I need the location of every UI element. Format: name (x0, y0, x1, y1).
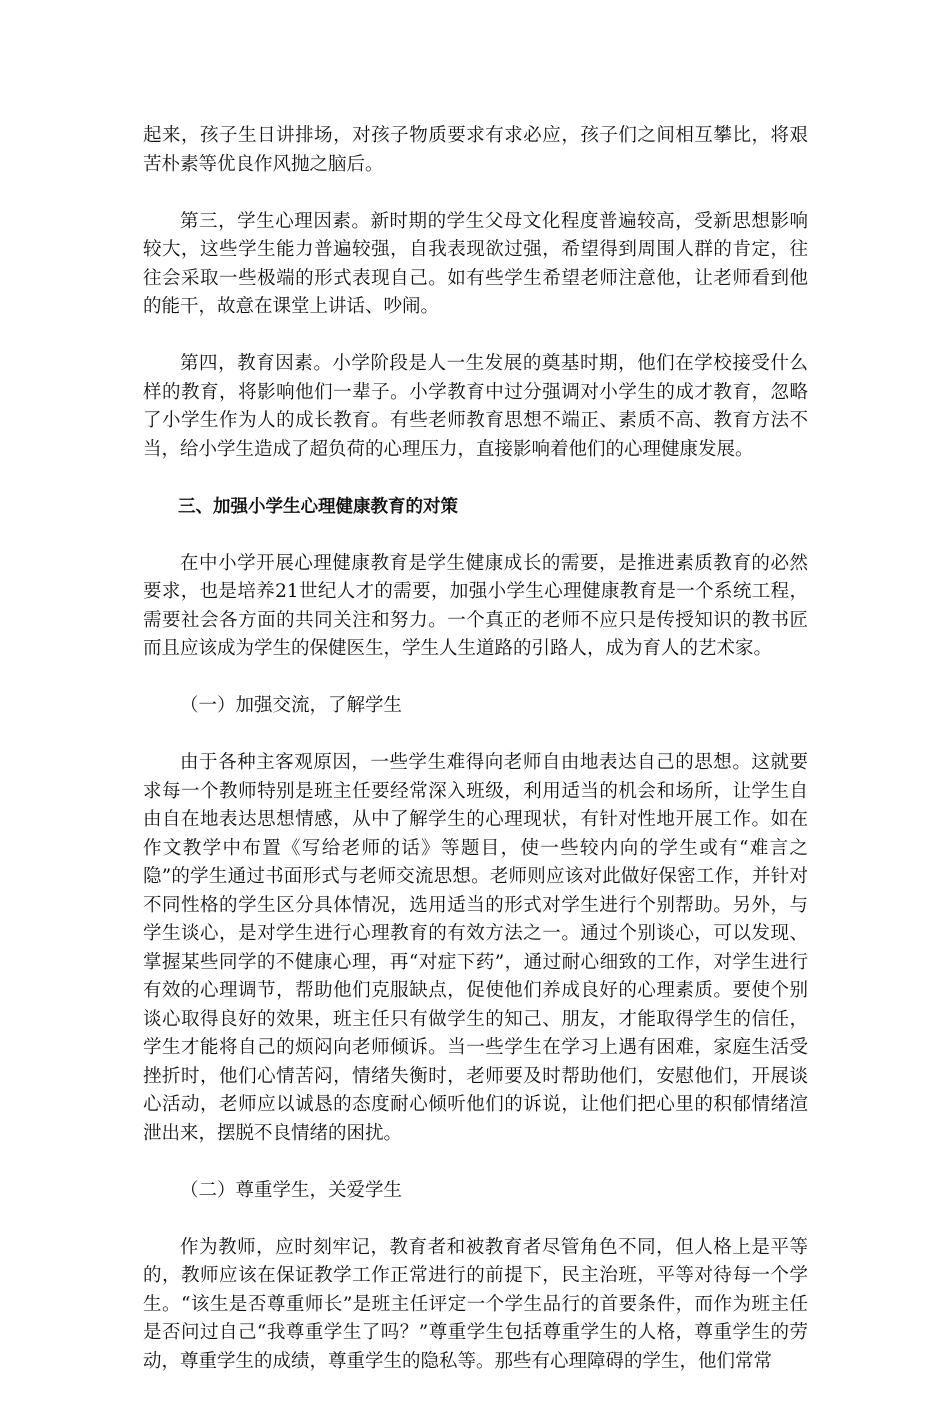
subheading-communication: （一）加强交流，了解学生 (180, 695, 403, 716)
paragraph-intro-countermeasures: 在中小学开展心理健康教育是学生健康成长的需要，是推进素质教育的必然要求，也是培养21世纪人才的需要，加强小学生心理健康教育是一个系统工程，需要社会各方面的共同关注和努力。一个真正的老师不应只是传授知识的教书匠而且应该成为学生的保健医生，学生人生道路的引路人，成为育人的艺术家。 (143, 552, 808, 659)
paragraph-continuation: 起来，孩子生日讲排场，对孩子物质要求有求必应，孩子们之间相互攀比，将艰苦朴素等优良作风抛之脑后。 (143, 125, 808, 175)
paragraph-psychological-factor: 第三，学生心理因素。新时期的学生父母文化程度普遍较高，受新思想影响较大，这些学生能力普遍较强，自我表现欲过强，希望得到周围人群的肯定，往往会采取一些极端的形式表现自己。如有些学生希望老师注意他，让老师看到他的能干，故意在课堂上讲话、吵闹。 (143, 210, 808, 317)
paragraph-respect: 作为教师，应时刻牢记，教育者和被教育者尽管角色不同，但人格上是平等的，教师应该在保证教学工作正常进行的前提下，民主治班，平等对待每一个学生。“该生是否尊重师长”是班主任评定一个学生品行的首要条件，而作为班主任是否问过自己“我尊重学生了吗？”尊重学生包括尊重学生的人格，尊重学生的劳动，尊重学生的成绩，尊重学生的隐私等。那些有心理障碍的学生，他们常常 (143, 1236, 808, 1372)
paragraph-education-factor: 第四，教育因素。小学阶段是人一生发展的奠基时期，他们在学校接受什么样的教育，将影响他们一辈子。小学教育中过分强调对小学生的成才教育，忽略了小学生作为人的成长教育。有些老师教育思想不端正、素质不高、教育方法不当，给小学生造成了超负荷的心理压力，直接影响着他们的心理健康发展。 (143, 353, 808, 460)
paragraph-communication: 由于各种主客观原因，一些学生难得向老师自由地表达自己的思想。这就要求每一个教师特别是班主任要经常深入班级，利用适当的机会和场所，让学生自由自在地表达思想情感，从中了解学生的心理现状，有针对性地开展工作。如在作文教学中布置《写给老师的话》等题目，使一些较内向的学生或有“难言之隐”的学生通过书面形式与老师交流思想。老师则应该对此做好保密工作，并针对不同性格的学生区分具体情况，选用适当的形式对学生进行个别帮助。另外，与学生谈心，是对学生进行心理教育的有效方法之一。通过个别谈心，可以发现、掌握某些同学的不健康心理，再“对症下药”，通过耐心细致的工作，对学生进行有效的心理调节，帮助他们克服缺点，促使他们养成良好的心理素质。要使个别谈心取得良好的效果，班主任只有做学生的知己、朋友，才能取得学生的信任，学生才能将自己的烦闷向老师倾诉。当一些学生在学习上遇有困难，家庭生活受挫折时，他们心情苦闷，情绪失衡时，老师要及时帮助他们，安慰他们，开展谈心活动，老师应以诚恳的态度耐心倾听他们的诉说，让他们把心里的积郁情绪渲泄出来，摆脱不良情绪的困扰。 (143, 752, 808, 1144)
document-body (143, 122, 808, 1405)
subheading-respect: （二）尊重学生，关爱学生 (180, 1179, 403, 1201)
section-heading-countermeasures: 三、加强小学生心理健康教育的对策 (178, 496, 458, 517)
